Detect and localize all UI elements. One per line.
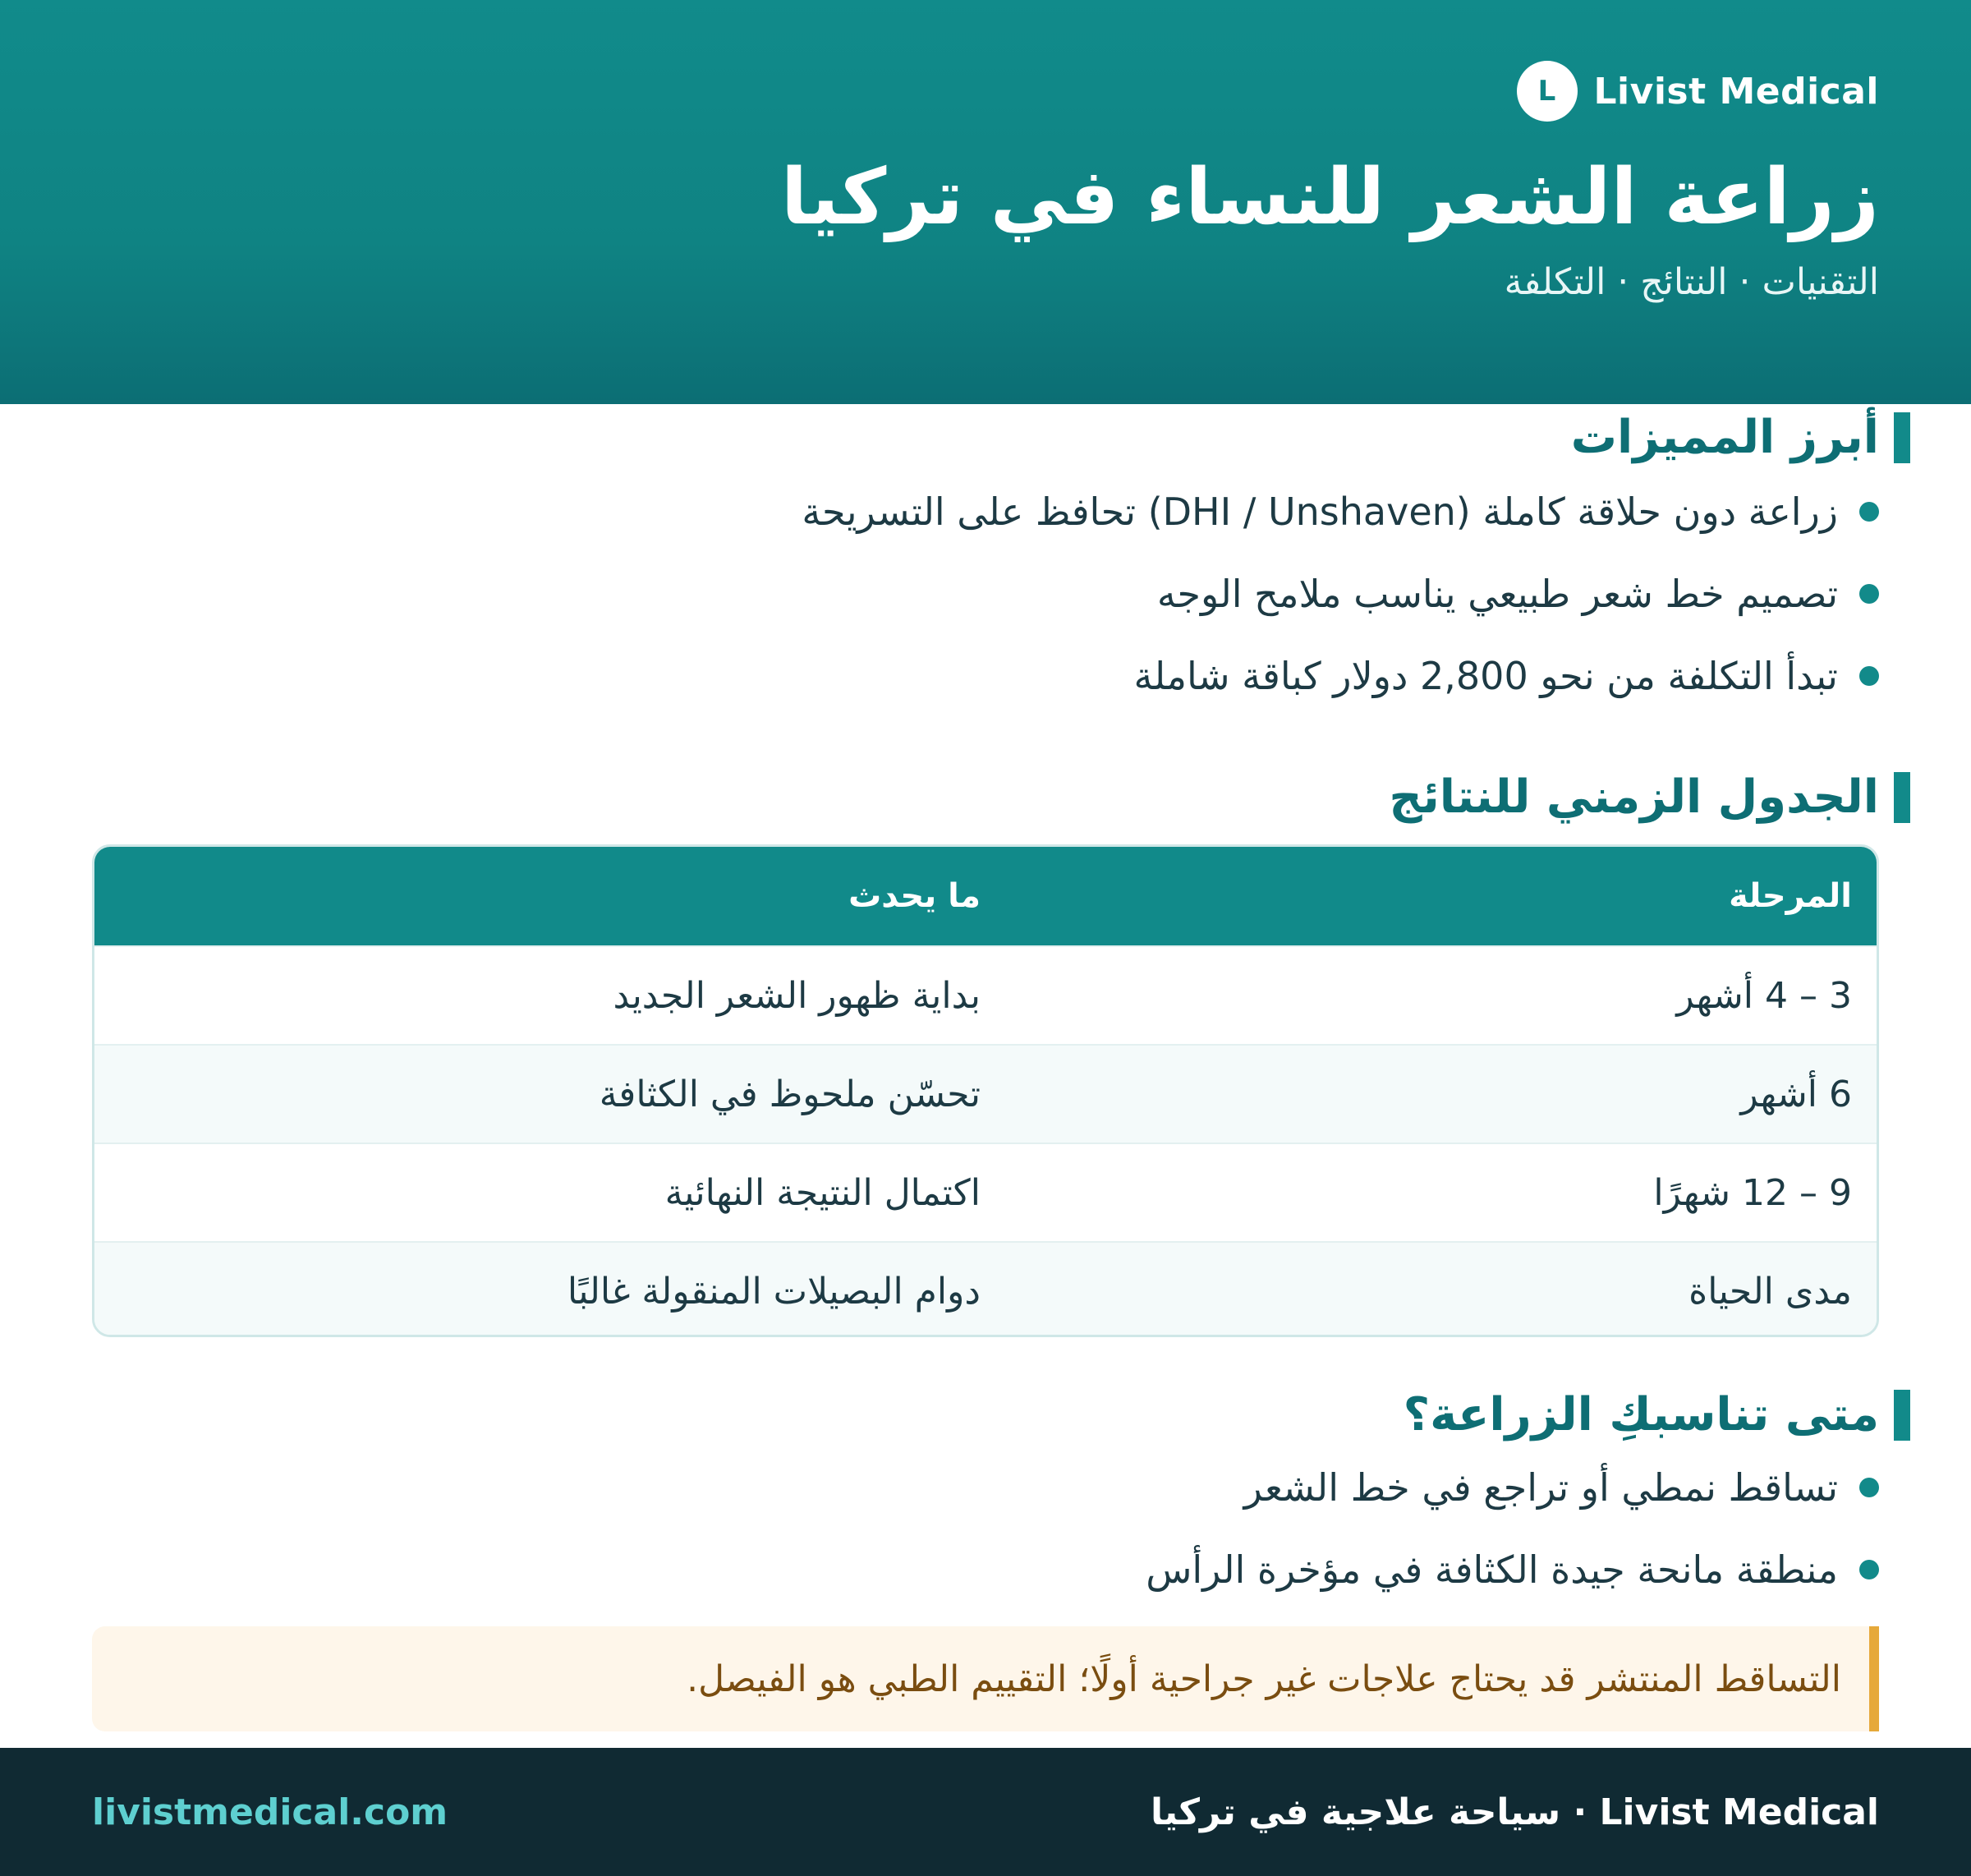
list-item-text: تساقط نمطي أو تراجع في خط الشعر (1243, 1465, 1838, 1510)
cell-what: تحسّن ملحوظ في الكثافة (599, 1073, 981, 1115)
highlights-heading: أبرز المميزات (1570, 411, 1879, 464)
medical-note-callout: التساقط المنتشر قد يحتاج علاجات غير جراحية أولًا؛ التقييم الطبي هو الفيصل. (92, 1626, 1879, 1731)
footer-website-link[interactable]: livistmedical.com (92, 1791, 448, 1833)
table-row (94, 1241, 1877, 1337)
timeline-heading: الجدول الزمني للنتائج (1389, 770, 1879, 824)
table-row (94, 1044, 1877, 1143)
suitability-list (1146, 1460, 1879, 1597)
list-item (1146, 1543, 1879, 1597)
page-title: زراعة الشعر للنساء في تركيا (780, 153, 1879, 242)
footer (0, 1748, 1971, 1876)
bullet-icon (1859, 502, 1879, 522)
footer-tagline: Livist Medical · سياحة علاجية في تركيا (1150, 1791, 1879, 1833)
brand-logo-icon: L (1517, 61, 1578, 122)
cell-what: دوام البصيلات المنقولة غالبًا (567, 1270, 981, 1313)
cell-stage: 6 أشهر (1740, 1073, 1852, 1115)
list-item (802, 485, 1879, 539)
highlights-list (802, 485, 1879, 703)
column-header-stage: المرحلة (1729, 877, 1852, 915)
cell-what: بداية ظهور الشعر الجديد (613, 974, 981, 1017)
list-item-text: زراعة دون حلاقة كاملة (DHI / Unshaven) تحافظ على التسريحة (802, 490, 1838, 534)
brand (1517, 61, 1879, 122)
page-subtitle: التقنيات · النتائج · التكلفة (1504, 261, 1879, 303)
list-item-text: تبدأ التكلفة من نحو 2,800 دولار كباقة شاملة (1133, 654, 1838, 698)
list-item (802, 649, 1879, 703)
timeline-table (92, 844, 1879, 1337)
table-row (94, 945, 1877, 1044)
list-item-text: تصميم خط شعر طبيعي يناسب ملامح الوجه (1156, 572, 1838, 616)
cell-stage: 9 – 12 شهرًا (1653, 1171, 1852, 1214)
brand-name: Livist Medical (1593, 70, 1879, 113)
column-header-what: ما يحدث (848, 877, 981, 915)
cell-what: اكتمال النتيجة النهائية (664, 1171, 981, 1214)
section-accent-bar (1894, 412, 1910, 463)
list-item (802, 567, 1879, 621)
cell-stage: 3 – 4 أشهر (1676, 974, 1852, 1017)
section-accent-bar (1894, 1390, 1910, 1441)
bullet-icon (1859, 1478, 1879, 1497)
table-header (94, 847, 1877, 945)
section-accent-bar (1894, 772, 1910, 823)
bullet-icon (1859, 666, 1879, 686)
bullet-icon (1859, 1560, 1879, 1579)
cell-stage: مدى الحياة (1688, 1270, 1852, 1313)
list-item (1146, 1460, 1879, 1515)
bullet-icon (1859, 584, 1879, 604)
suitability-heading: متى تناسبكِ الزراعة؟ (1403, 1388, 1879, 1441)
list-item-text: منطقة مانحة جيدة الكثافة في مؤخرة الرأس (1146, 1547, 1838, 1592)
table-row (94, 1143, 1877, 1241)
hero-header (0, 0, 1971, 404)
